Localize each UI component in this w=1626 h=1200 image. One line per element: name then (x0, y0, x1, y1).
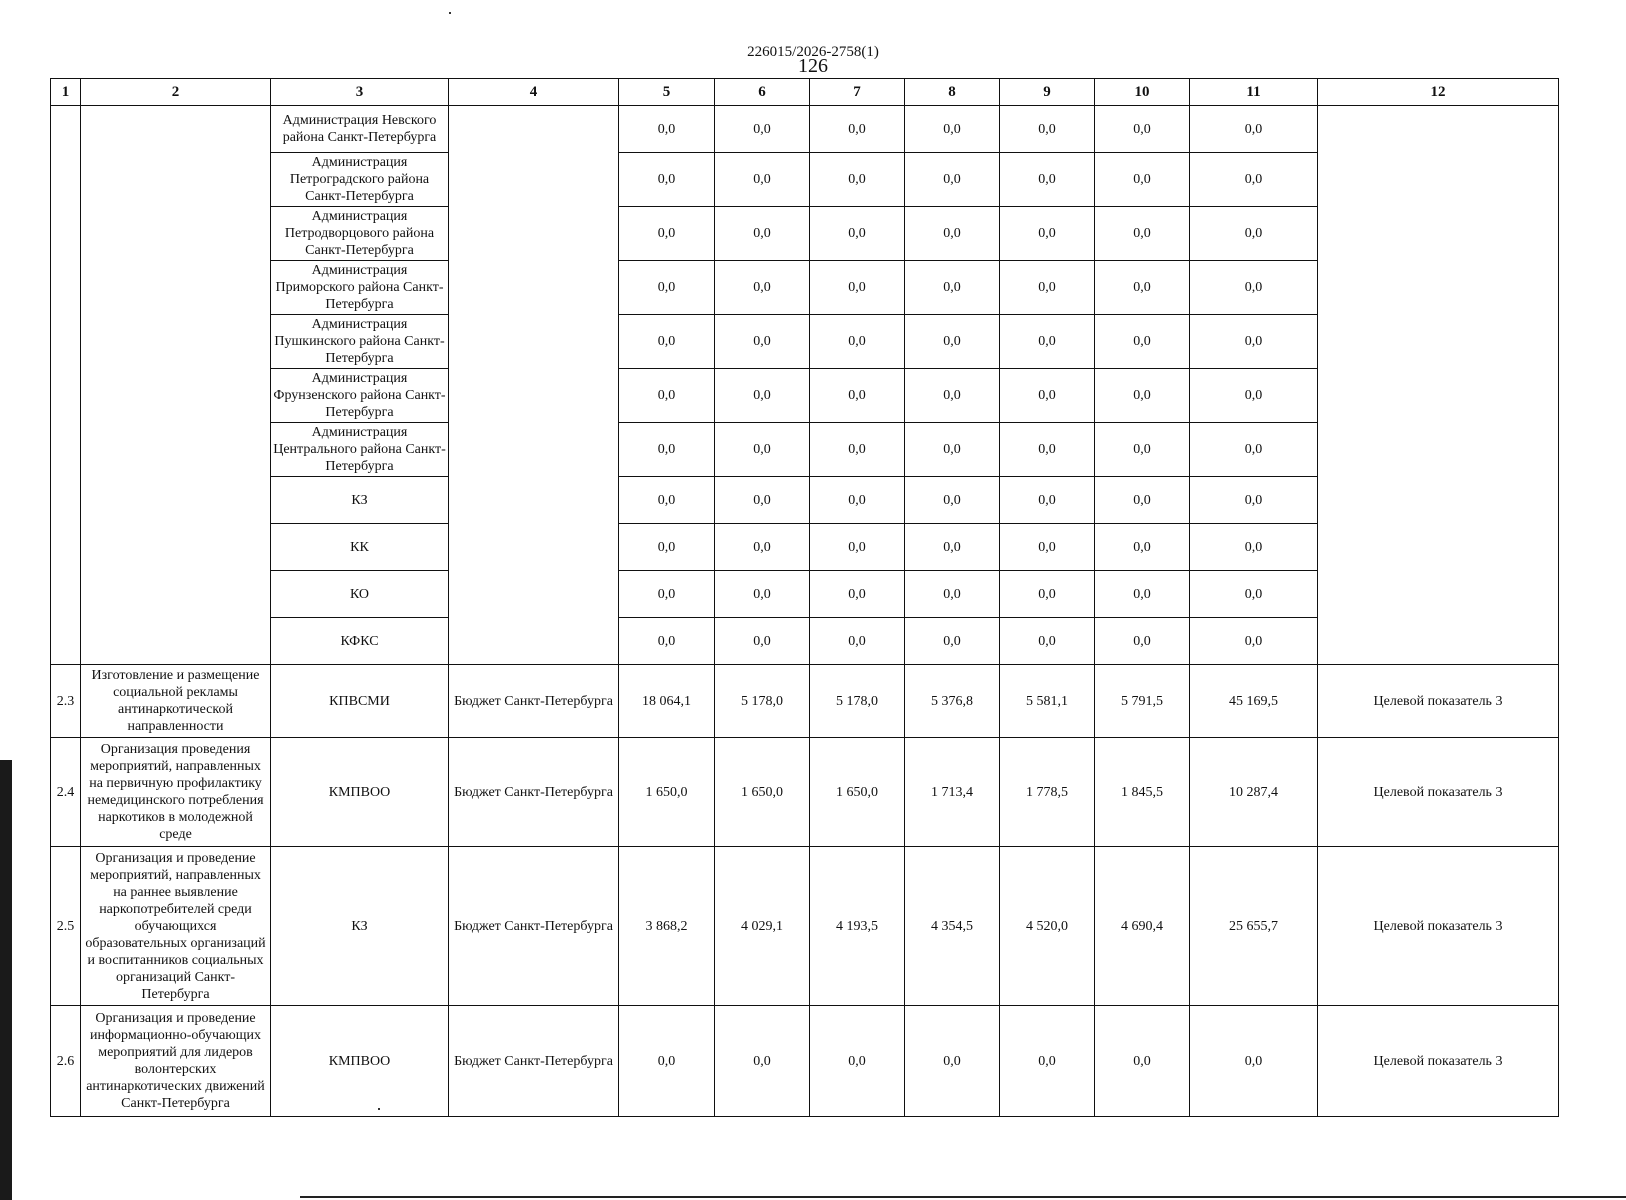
value-cell: 0,0 (1000, 207, 1095, 261)
value-cell: 4 193,5 (810, 847, 905, 1006)
value-cell: 0,0 (1190, 524, 1318, 571)
value-cell: 5 376,8 (905, 665, 1000, 738)
value-cell: 0,0 (1000, 1006, 1095, 1117)
value-cell: 0,0 (905, 423, 1000, 477)
value-cell: 0,0 (810, 315, 905, 369)
value-cell: 5 178,0 (810, 665, 905, 738)
value-cell: 0,0 (1190, 1006, 1318, 1117)
value-cell: 5 178,0 (715, 665, 810, 738)
item-number-cell: 2.4 (51, 738, 81, 847)
value-cell: 0,0 (1000, 315, 1095, 369)
source-cell: Бюджет Санкт-Петербурга (449, 847, 619, 1006)
indicator-cell (1318, 106, 1559, 665)
column-header: 11 (1190, 79, 1318, 106)
value-cell: 5 791,5 (1095, 665, 1190, 738)
value-cell: 0,0 (715, 423, 810, 477)
value-cell: 0,0 (905, 477, 1000, 524)
value-cell: 0,0 (619, 207, 715, 261)
value-cell: 5 581,1 (1000, 665, 1095, 738)
column-header: 3 (271, 79, 449, 106)
value-cell: 0,0 (715, 369, 810, 423)
value-cell: 1 845,5 (1095, 738, 1190, 847)
value-cell: 0,0 (810, 261, 905, 315)
indicator-cell: Целевой показатель 3 (1318, 1006, 1559, 1117)
value-cell: 0,0 (1190, 571, 1318, 618)
scan-bottom-line (300, 1196, 1626, 1198)
value-cell: 0,0 (715, 618, 810, 665)
value-cell: 0,0 (1095, 618, 1190, 665)
value-cell: 3 868,2 (619, 847, 715, 1006)
value-cell: 0,0 (715, 106, 810, 153)
item-number-cell: 2.6 (51, 1006, 81, 1117)
value-cell: 0,0 (810, 106, 905, 153)
value-cell: 0,0 (1190, 207, 1318, 261)
column-header: 6 (715, 79, 810, 106)
value-cell: 0,0 (715, 153, 810, 207)
value-cell: 0,0 (810, 571, 905, 618)
item-name-cell: Изготовление и размещение социальной рекламы антинаркотической направленности (81, 665, 271, 738)
item-name-cell: Организация и проведение информационно-обучающих мероприятий для лидеров волонтерских антинаркотических движений Санкт-Петербурга (81, 1006, 271, 1117)
value-cell: 0,0 (905, 618, 1000, 665)
table-row (51, 665, 1559, 738)
program-table (50, 78, 1559, 1117)
executor-cell: Администрация Приморского района Санкт-Петербурга (271, 261, 449, 315)
column-header-row (51, 79, 1559, 106)
value-cell: 0,0 (1190, 423, 1318, 477)
value-cell: 0,0 (619, 477, 715, 524)
value-cell: 0,0 (1190, 106, 1318, 153)
executor-cell: Администрация Петроградского района Санкт-Петербурга (271, 153, 449, 207)
executor-cell: КК (271, 524, 449, 571)
value-cell: 0,0 (1095, 207, 1190, 261)
value-cell: 0,0 (1095, 261, 1190, 315)
executor-cell: КЗ (271, 847, 449, 1006)
value-cell: 0,0 (1000, 423, 1095, 477)
document-reg-number: 226015/2026-2758(1) (747, 44, 879, 60)
value-cell: 0,0 (619, 524, 715, 571)
value-cell: 0,0 (1095, 106, 1190, 153)
value-cell: 0,0 (619, 571, 715, 618)
value-cell: 0,0 (810, 524, 905, 571)
value-cell: 0,0 (1095, 153, 1190, 207)
value-cell: 0,0 (1000, 153, 1095, 207)
value-cell: 0,0 (1095, 315, 1190, 369)
name-cell (81, 106, 271, 665)
source-cell (449, 106, 619, 665)
item-number-cell: 2.3 (51, 665, 81, 738)
value-cell: 4 520,0 (1000, 847, 1095, 1006)
executor-cell: Администрация Пушкинского района Санкт-Петербурга (271, 315, 449, 369)
value-cell: 0,0 (810, 618, 905, 665)
value-cell: 0,0 (1190, 261, 1318, 315)
value-cell: 0,0 (1190, 369, 1318, 423)
value-cell: 0,0 (715, 261, 810, 315)
executor-cell: Администрация Фрунзенского района Санкт-Петербурга (271, 369, 449, 423)
scan-left-edge (0, 760, 12, 1200)
executor-cell: КФКС (271, 618, 449, 665)
column-header: 2 (81, 79, 271, 106)
source-cell: Бюджет Санкт-Петербурга (449, 1006, 619, 1117)
column-header: 1 (51, 79, 81, 106)
value-cell: 0,0 (715, 571, 810, 618)
value-cell: 4 690,4 (1095, 847, 1190, 1006)
value-cell: 45 169,5 (1190, 665, 1318, 738)
executor-cell: Администрация Центрального района Санкт-Петербурга (271, 423, 449, 477)
page-number: 126 (798, 55, 828, 77)
column-header: 7 (810, 79, 905, 106)
value-cell: 0,0 (619, 106, 715, 153)
value-cell: 0,0 (715, 1006, 810, 1117)
value-cell: 25 655,7 (1190, 847, 1318, 1006)
source-cell: Бюджет Санкт-Петербурга (449, 665, 619, 738)
value-cell: 0,0 (905, 207, 1000, 261)
value-cell: 0,0 (810, 369, 905, 423)
value-cell: 0,0 (810, 207, 905, 261)
column-header: 8 (905, 79, 1000, 106)
value-cell: 0,0 (715, 207, 810, 261)
scan-speck (449, 12, 451, 14)
num-cell (51, 106, 81, 665)
value-cell: 0,0 (619, 153, 715, 207)
value-cell: 0,0 (1095, 369, 1190, 423)
value-cell: 0,0 (619, 423, 715, 477)
value-cell: 1 778,5 (1000, 738, 1095, 847)
value-cell: 4 029,1 (715, 847, 810, 1006)
value-cell: 0,0 (905, 315, 1000, 369)
value-cell: 10 287,4 (1190, 738, 1318, 847)
table-row (51, 847, 1559, 1006)
value-cell: 0,0 (905, 571, 1000, 618)
value-cell: 0,0 (619, 1006, 715, 1117)
value-cell: 0,0 (715, 524, 810, 571)
value-cell: 0,0 (1095, 477, 1190, 524)
item-name-cell: Организация проведения мероприятий, направленных на первичную профилактику немедицинского потребления наркотиков в молодежной среде (81, 738, 271, 847)
value-cell: 0,0 (1190, 153, 1318, 207)
executor-cell: КМПВОО (271, 1006, 449, 1117)
value-cell: 0,0 (905, 153, 1000, 207)
indicator-cell: Целевой показатель 3 (1318, 847, 1559, 1006)
value-cell: 0,0 (810, 1006, 905, 1117)
value-cell: 0,0 (1095, 1006, 1190, 1117)
value-cell: 0,0 (905, 261, 1000, 315)
value-cell: 0,0 (1000, 106, 1095, 153)
column-header: 9 (1000, 79, 1095, 106)
value-cell: 0,0 (715, 477, 810, 524)
executor-cell: КМПВОО (271, 738, 449, 847)
indicator-cell: Целевой показатель 3 (1318, 665, 1559, 738)
column-header: 10 (1095, 79, 1190, 106)
table-row (51, 1006, 1559, 1117)
value-cell: 0,0 (619, 315, 715, 369)
value-cell: 0,0 (1190, 618, 1318, 665)
table-row (51, 738, 1559, 847)
executor-cell: КЗ (271, 477, 449, 524)
executor-cell: КО (271, 571, 449, 618)
value-cell: 0,0 (1190, 315, 1318, 369)
value-cell: 0,0 (1000, 618, 1095, 665)
value-cell: 0,0 (1095, 571, 1190, 618)
value-cell: 1 650,0 (715, 738, 810, 847)
value-cell: 0,0 (810, 153, 905, 207)
value-cell: 0,0 (810, 423, 905, 477)
value-cell: 0,0 (1000, 369, 1095, 423)
value-cell: 0,0 (619, 618, 715, 665)
value-cell: 0,0 (905, 524, 1000, 571)
source-cell: Бюджет Санкт-Петербурга (449, 738, 619, 847)
value-cell: 18 064,1 (619, 665, 715, 738)
value-cell: 0,0 (905, 369, 1000, 423)
value-cell: 1 713,4 (905, 738, 1000, 847)
value-cell: 1 650,0 (810, 738, 905, 847)
value-cell: 0,0 (905, 1006, 1000, 1117)
value-cell: 0,0 (1095, 524, 1190, 571)
value-cell: 0,0 (619, 369, 715, 423)
column-header: 4 (449, 79, 619, 106)
item-name-cell: Организация и проведение мероприятий, направленных на раннее выявление наркопотребителей среди обучающихся образовательных организаций и воспитанников социальных организаций Санкт-Петербурга (81, 847, 271, 1006)
indicator-cell: Целевой показатель 3 (1318, 738, 1559, 847)
value-cell: 0,0 (1000, 571, 1095, 618)
column-header: 12 (1318, 79, 1559, 106)
value-cell: 0,0 (810, 477, 905, 524)
executor-cell: КПВСМИ (271, 665, 449, 738)
value-cell: 1 650,0 (619, 738, 715, 847)
value-cell: 0,0 (905, 106, 1000, 153)
executor-cell: Администрация Невского района Санкт-Петербурга (271, 106, 449, 153)
value-cell: 0,0 (1000, 261, 1095, 315)
value-cell: 0,0 (619, 261, 715, 315)
executor-cell: Администрация Петродворцового района Санкт-Петербурга (271, 207, 449, 261)
value-cell: 4 354,5 (905, 847, 1000, 1006)
value-cell: 0,0 (1000, 524, 1095, 571)
column-header: 5 (619, 79, 715, 106)
value-cell: 0,0 (1190, 477, 1318, 524)
item-number-cell: 2.5 (51, 847, 81, 1006)
value-cell: 0,0 (1000, 477, 1095, 524)
value-cell: 0,0 (1095, 423, 1190, 477)
table-row (51, 106, 1559, 153)
value-cell: 0,0 (715, 315, 810, 369)
